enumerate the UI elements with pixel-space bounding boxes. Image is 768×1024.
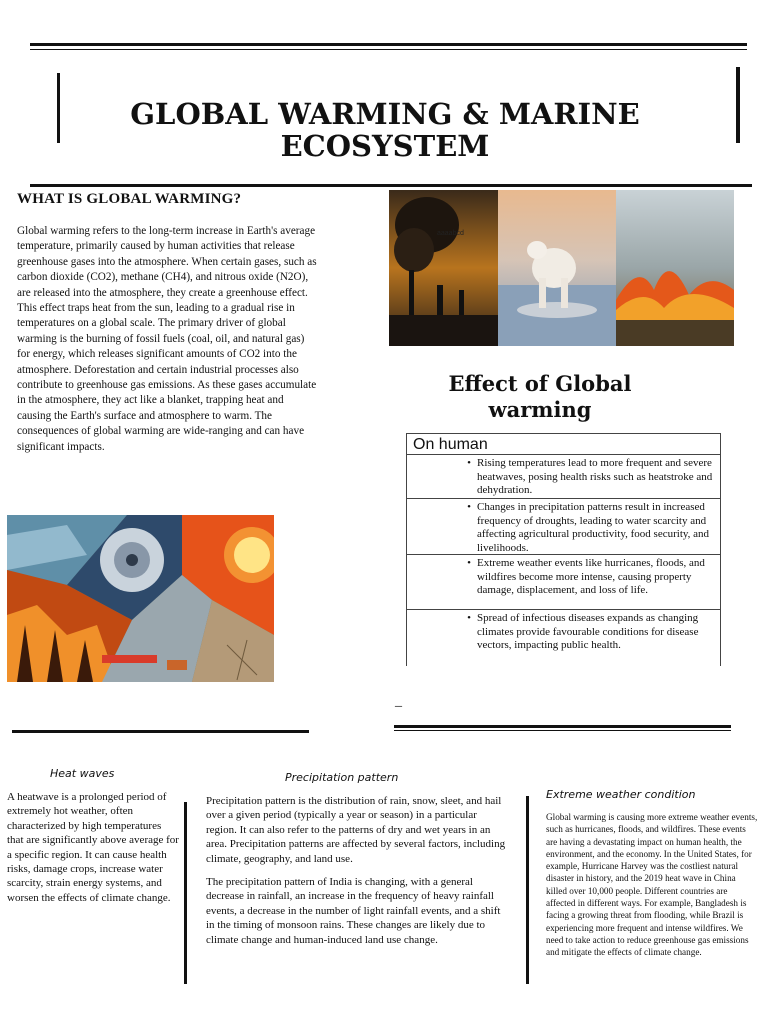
- extreme-weather-text: Global warming is causing more extreme weather events, such as hurricanes, floods, and wildfires. These events are having a devastating impact on human health, the environment, and the economy. In the United States, for example, Hurricane Harvey was the costliest natural disaster in history, and the 2019 heat wave in China killed over 10,000 people. Different countries are affected in different ways. For example, Bangladesh is facing a growing threat from flooding, while Brazil is experiencing more frequent and intense wildfires. We need to take action to reduce greenhouse gas emissions and mitigate the effects of climate change.: [546, 812, 758, 958]
- title-left-bar: [57, 73, 60, 143]
- table-cell: Rising temperatures lead to more frequent and severe heatwaves, posing health risks such as heatstroke and dehydration.: [477, 457, 713, 496]
- table-cell: Spread of infectious diseases expands as changing climates provide favourable conditions for disease vectors, impacting public health.: [477, 612, 699, 651]
- bottom-left-rule: [12, 730, 309, 733]
- climate-collage-image: [7, 515, 274, 682]
- effect-title-line1: Effect of Global: [448, 371, 632, 396]
- bottom-right-rule: [394, 725, 731, 728]
- table-row: [407, 499, 720, 555]
- extreme-weather-heading: Extreme weather condition: [546, 788, 696, 801]
- page-title: GLOBAL WARMING & MARINE ECOSYSTEM: [130, 97, 640, 163]
- bullet: •: [467, 557, 471, 569]
- table-row: [407, 555, 720, 610]
- intro-text: Global warming refers to the long-term increase in Earth's average temperature, primarily caused by human activities that release greenhouse gases into the atmosphere. When certain gases, such as carbon dioxide (CO2), methane (CH4), and nitrous oxide (N2O), are released into the atmosphere, they create a greenhouse effect. This effect traps heat from the sun, leading to a gradual rise in temperatures on a global scale. The primary driver of global warming is the burning of fossil fuels (coal, oil, and natural gas) for energy, which releases significant amounts of CO2 into the atmosphere. Deforestation and certain industrial processes also contribute to greenhouse gas emissions. As these gases accumulate in the atmosphere, they act like a blanket, trapping heat and causing the Earth's surface and atmosphere to warm. The consequences of global warming are wide-ranging and can have significant impacts.: [17, 225, 317, 453]
- title-underline: [30, 184, 752, 187]
- heat-waves-text: A heatwave is a prolonged period of extremely hot weather, often characterized by high temperatures that are significantly above average for a specific region. It can cause health risks, damage crops, increase water scarcity, strain energy systems, and worsen the effects of climate change.: [7, 791, 179, 904]
- bullet: •: [467, 501, 471, 513]
- bottom-right-rule-thin: [394, 730, 731, 731]
- precipitation-para-2: The precipitation pattern of India is changing, with a general decrease in rainfall, an increase in the frequency of heavy rainfall events, a decrease in the number of light rainfall events, and a shift in the timing of monsoon rains. These changes are likely due to climate change and human-induced land use change.: [206, 876, 501, 946]
- intro-heading: WHAT IS GLOBAL WARMING?: [17, 191, 242, 207]
- column-divider-2: [526, 796, 529, 984]
- title-right-bar: [736, 67, 740, 143]
- table-row: [407, 610, 720, 666]
- top-rule-thin: [30, 49, 747, 50]
- effect-table: [406, 433, 721, 666]
- global-warming-photos: [389, 190, 734, 346]
- precipitation-heading: Precipitation pattern: [285, 771, 399, 784]
- table-cell: Changes in precipitation patterns result in increased frequency of droughts, leading to water scarcity and affecting agricultural productivity, food security, and livelihoods.: [477, 501, 710, 554]
- effect-table-header: On human: [407, 434, 720, 455]
- underscore-mark: _: [395, 694, 402, 709]
- table-cell: Extreme weather events like hurricanes, floods, and wildfires become more intense, causing property damage, displacement, and loss of life.: [477, 557, 705, 596]
- bullet: •: [467, 612, 471, 624]
- effect-title-line2: warming: [488, 397, 592, 422]
- table-row: [407, 455, 720, 499]
- precipitation-text: [206, 794, 506, 956]
- bullet: •: [467, 457, 471, 469]
- top-rule: [30, 43, 747, 46]
- photo-caption: aaaabcd: [437, 230, 464, 237]
- precipitation-para-1: Precipitation pattern is the distribution of rain, snow, sleet, and hail over a given period (typically a year or season) in a particular region. It can also refer to the patterns of dry and wet years in an area. Precipitation patterns are affected by several factors, including climate, geography, and land use.: [206, 795, 506, 865]
- effect-title: [440, 371, 640, 423]
- column-divider-1: [184, 802, 187, 984]
- heat-waves-heading: Heat waves: [50, 767, 115, 780]
